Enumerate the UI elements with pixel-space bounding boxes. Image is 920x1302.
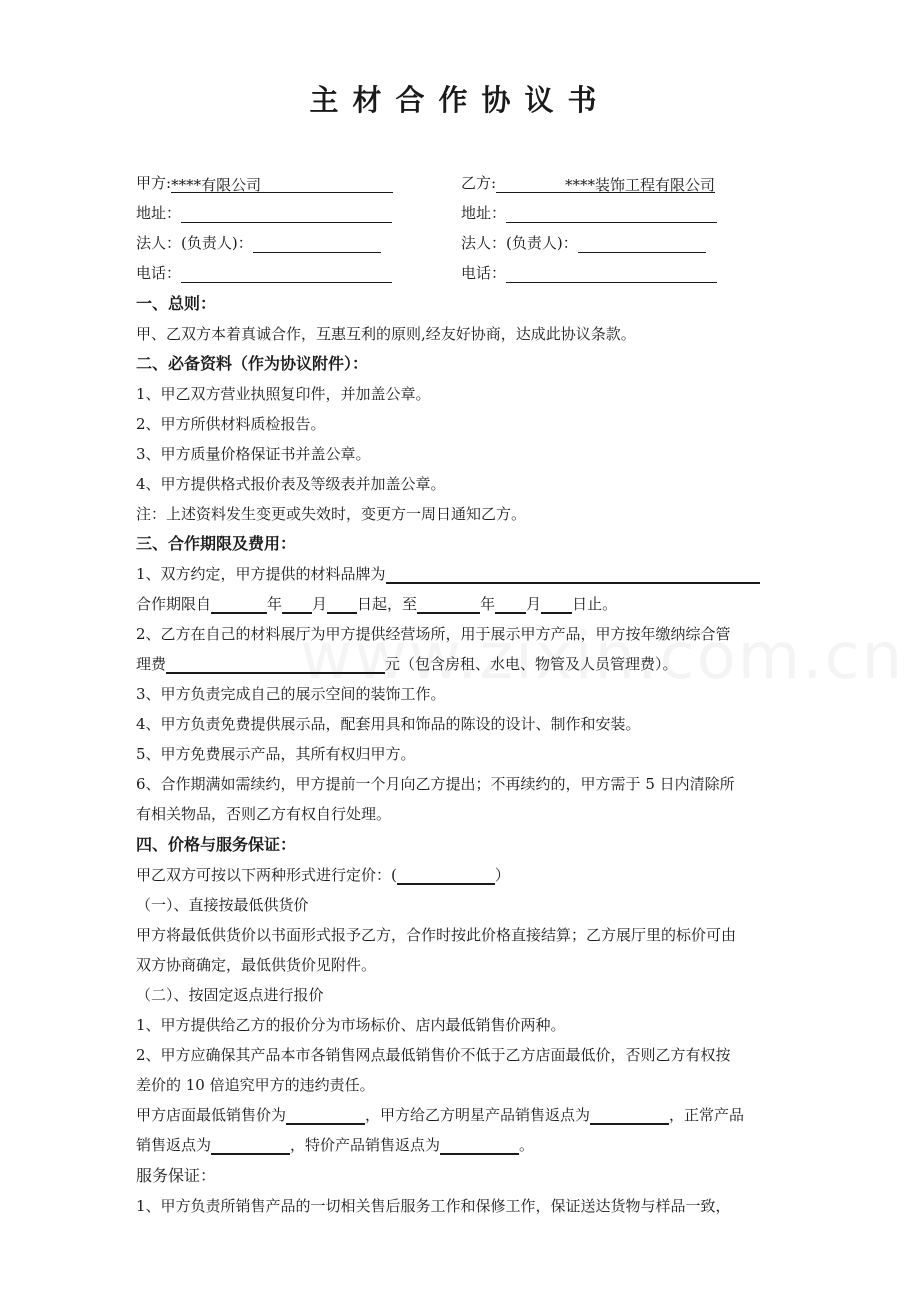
party-a-address-line	[136, 203, 392, 223]
party-b-phone-label: 电话：	[461, 264, 507, 282]
rebate-line-2	[136, 1135, 534, 1155]
fee-blank	[166, 655, 385, 674]
party-a-name: ****有限公司	[171, 176, 262, 194]
section-2-item: 2、甲方所供材料质检报告。	[136, 415, 326, 433]
party-a-legal-line	[136, 233, 381, 253]
party-b-name-field	[496, 175, 715, 193]
option-2-item-2a: 2、甲方应确保其产品本市各销售网点最低销售价不低于乙方店面最低价，否则乙方有权按	[136, 1046, 731, 1064]
brand-label: 1、双方约定，甲方提供的材料品牌为	[136, 565, 386, 583]
party-b-name: ****装饰工程有限公司	[565, 176, 716, 194]
start-year-blank	[211, 595, 267, 614]
option-1-heading: （一）、直接按最低供货价	[136, 896, 309, 914]
section-3-item-3: 3、甲方负责完成自己的展示空间的装饰工作。	[136, 685, 446, 703]
party-b-label: 乙方:	[461, 174, 497, 192]
option-1-text-a: 甲方将最低供货价以书面形式报予乙方，合作时按此价格直接结算；乙方展厅里的标价可由	[136, 926, 737, 944]
party-a-name-field	[171, 175, 393, 193]
section-1-text: 甲、乙双方本着真诚合作，互惠互利的原则,经友好协商，达成此协议条款。	[136, 325, 636, 343]
min-price-label: 甲方店面最低销售价为	[136, 1106, 287, 1124]
period-month-label: 月	[312, 595, 328, 613]
party-b-phone-line	[461, 263, 717, 283]
party-b-address-label: 地址：	[461, 204, 507, 222]
party-b-line	[461, 173, 715, 193]
section-2-item: 1、甲乙双方营业执照复印件，并加盖公章。	[136, 385, 431, 403]
section-2-note: 注：上述资料发生变更或失效时，变更方一周日通知乙方。	[136, 505, 527, 523]
party-b-address-line	[461, 203, 717, 223]
section-2-heading: 二、必备资料（作为协议附件）：	[136, 354, 369, 373]
brand-blank	[386, 565, 760, 584]
period-from-label: 日起，至	[357, 595, 418, 613]
party-b-legal-line	[461, 233, 706, 253]
normal-rebate-blank	[211, 1136, 290, 1155]
option-2-item-2b: 差价的 10 倍追究甲方的违约责任。	[136, 1076, 375, 1094]
party-b-legal-blank	[578, 235, 706, 253]
section-1-heading: 一、总则：	[136, 294, 217, 313]
party-a-line	[136, 173, 393, 193]
party-b-legal-label: 法人：(负责人)：	[461, 234, 578, 252]
star-rebate-blank	[590, 1106, 669, 1125]
party-a-address-label: 地址：	[136, 204, 182, 222]
party-a-address-blank	[181, 205, 392, 223]
section-3-item-4: 4、甲方负责免费提供展示品，配套用具和饰品的陈设的设计、制作和安装。	[136, 715, 641, 733]
period-prefix: 合作期限自	[136, 595, 212, 613]
party-a-phone-label: 电话：	[136, 264, 182, 282]
period-to-label: 日止。	[572, 595, 618, 613]
option-2-item-1: 1、甲方提供给乙方的报价分为市场标价、店内最低销售价两种。	[136, 1016, 566, 1034]
section-3-item-5: 5、甲方免费展示产品，其所有权归甲方。	[136, 745, 416, 763]
party-a-label: 甲方:	[136, 174, 172, 192]
special-rebate-label: ，特价产品销售返点为	[290, 1136, 441, 1154]
pricing-intro-suffix: ）	[494, 866, 510, 884]
fee-line	[136, 654, 678, 674]
rebate-line-1	[136, 1105, 744, 1125]
section-2-item: 3、甲方质量价格保证书并盖公章。	[136, 445, 371, 463]
special-rebate-blank	[440, 1136, 519, 1155]
star-rebate-label: ，甲方给乙方明星产品销售返点为	[365, 1106, 591, 1124]
party-b-phone-blank	[506, 265, 717, 283]
normal-product-label: ，正常产品	[669, 1106, 745, 1124]
section-3-item-6b: 有相关物品，否则乙方有权自行处理。	[136, 805, 392, 823]
end-year-blank	[417, 595, 480, 614]
section-2-item: 4、甲方提供格式报价表及等级表并加盖公章。	[136, 475, 446, 493]
pricing-intro-line	[136, 865, 510, 885]
end-day-blank	[541, 595, 572, 614]
brand-line	[136, 564, 760, 584]
document-title: 主材合作协议书	[309, 83, 611, 117]
section-4-heading: 四、价格与服务保证：	[136, 835, 297, 854]
pricing-intro-prefix: 甲乙双方可按以下两种形式进行定价：(	[136, 866, 397, 884]
party-a-legal-blank	[253, 235, 381, 253]
service-heading: 服务保证：	[136, 1166, 217, 1185]
fee-suffix: 元（包含房租、水电、物管及人员管理费）。	[385, 655, 678, 673]
end-month-blank	[495, 595, 526, 614]
pricing-choice-blank	[397, 866, 495, 885]
start-month-blank	[282, 595, 312, 614]
party-a-phone-line	[136, 263, 392, 283]
rebate-end: 。	[519, 1136, 535, 1154]
section-3-item-6a: 6、合作期满如需续约，甲方提前一个月向乙方提出；不再续约的，甲方需于 5 日内清除所	[136, 775, 735, 793]
section-3-heading: 三、合作期限及费用：	[136, 534, 297, 553]
normal-rebate-label: 销售返点为	[136, 1136, 212, 1154]
period-year-label: 年	[267, 595, 283, 613]
option-2-heading: （二）、按固定返点进行报价	[136, 986, 324, 1004]
party-a-legal-label: 法人：(负责人)：	[136, 234, 253, 252]
party-b-address-blank	[506, 205, 717, 223]
start-day-blank	[327, 595, 357, 614]
period-year-label-2: 年	[480, 595, 496, 613]
service-item-1: 1、甲方负责所销售产品的一切相关售后服务工作和保修工作，保证送达货物与样品一致，	[136, 1197, 731, 1215]
min-price-blank	[286, 1106, 365, 1125]
section-3-item-2a: 2、乙方在自己的材料展厅为甲方提供经营场所，用于展示甲方产品，甲方按年缴纳综合管	[136, 625, 731, 643]
party-a-phone-blank	[181, 265, 392, 283]
period-line	[136, 594, 617, 614]
period-month-label-2: 月	[526, 595, 542, 613]
fee-prefix: 理费	[136, 655, 167, 673]
option-1-text-b: 双方协商确定，最低供货价见附件。	[136, 956, 377, 974]
